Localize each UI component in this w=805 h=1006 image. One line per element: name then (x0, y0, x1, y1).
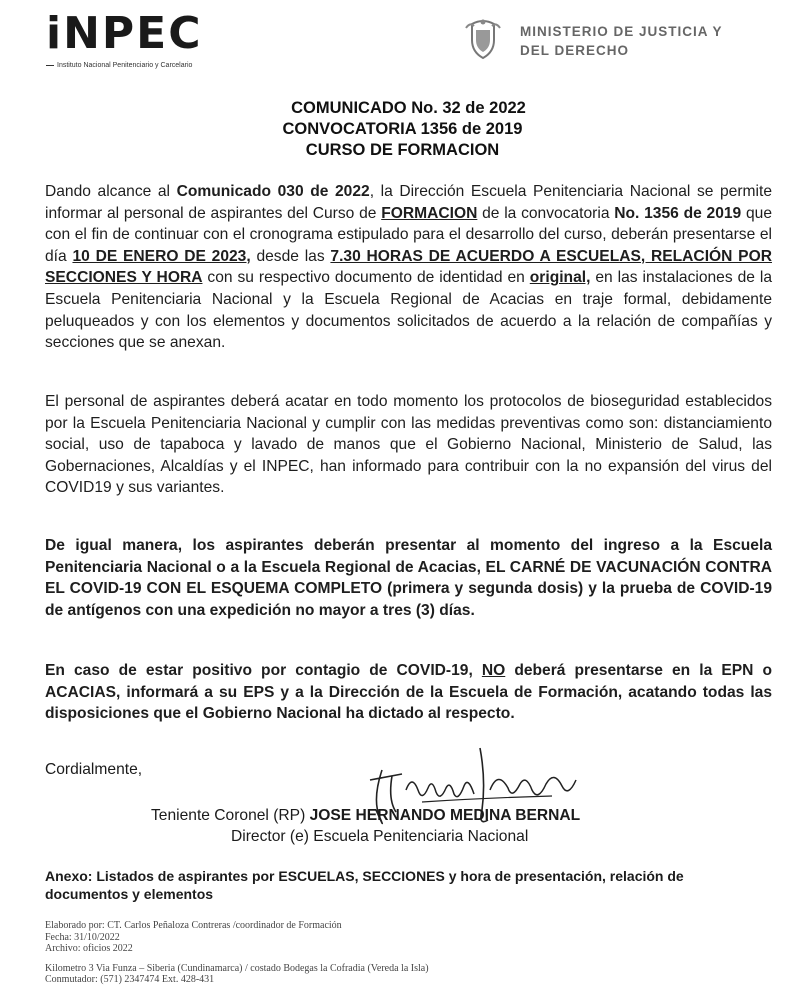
signer-line (151, 805, 580, 826)
p1-bold-convocatoria: No. 1356 de 2019 (614, 204, 742, 222)
ministry-line-2: DEL DERECHO (520, 43, 630, 58)
ministry-name (520, 22, 760, 60)
p1-bold-comunicado: Comunicado 030 de 2022 (176, 183, 370, 200)
footer (45, 920, 645, 986)
p1-text: , la Dirección Escuela Penitenciaria Nacional se permite informar al personal de aspirantes del Curso de (45, 183, 772, 222)
signer-name: JOSE HERNANDO MEDINA BERNAL (309, 807, 581, 824)
p4-no: NO (481, 662, 506, 679)
p1-text: que con el fin de continuar con el cronograma estipulado para el desarrollo del curso, deberán presentarse el día (45, 204, 772, 265)
ministry-line-1: MINISTERIO DE JUSTICIA Y (520, 24, 723, 39)
title-convocatoria: CONVOCATORIA 1356 de 2019 (282, 120, 523, 138)
footer-archivo: Archivo: oficios 2022 (45, 943, 133, 954)
p1-bold-date: 10 DE ENERO DE 2023, (72, 247, 251, 265)
p1-text: desde las (250, 247, 331, 265)
logo-wordmark: iNPEC (46, 8, 203, 59)
paragraph-1 (45, 181, 772, 354)
paragraph-2: El personal de aspirantes deberá acatar en todo momento los protocolos de bioseguridad establecidos por la Escuela Penitenciaria Nacional y cumplir con las medidas preventivas como son: distanciamiento social, uso de tapaboca y lavado de manos que el Gobierno Nacional, Ministerio de Salud, las Gobernaciones, Alcaldías y el INPEC, han informado para contribuir con la no expansión del virus del COVID19 y sus variantes. (45, 393, 772, 497)
p4-text: En caso de estar positivo por contagio de COVID-19, (45, 662, 482, 679)
signer-title: Director (e) Escuela Penitenciaria Nacional (231, 828, 529, 845)
p4-text: deberá presentarse en la EPN o ACACIAS, informará a su EPS y a la Dirección de la Escuela de Formación, acatando todas las disposiciones que el Gobierno Nacional ha dictado al respecto. (45, 662, 773, 723)
paragraph-3: De igual manera, los aspirantes deberán presentar al momento del ingreso a la Escuela Penitenciaria Nacional o a la Escuela Regional de Acacias, EL CARNÉ DE VACUNACIÓN CONTRA EL COVID-19 CON EL ESQUEMA COMPLETO (primera y segunda dosis) y la prueba de COVID-19 de antígenos con una expedición no mayor a tres (3) días. (45, 537, 772, 619)
p1-bold-schedule: 7.30 HORAS DE ACUERDO A ESCUELAS, RELACIÓN POR SECCIONES Y HORA (45, 247, 772, 287)
p1-bold-original: original, (529, 269, 591, 287)
closing-salutation: Cordialmente, (45, 761, 143, 778)
logo-subtitle: Instituto Nacional Penitenciario y Carcelario (46, 62, 246, 69)
p1-text: Dando alcance al (45, 183, 177, 200)
footer-address: Kilometro 3 Via Funza – Siberia (Cundinamarca) / costado Bodegas la Cofradia (Vereda la Isla) (45, 962, 429, 974)
footer-elaborado: Elaborado por: CT. Carlos Peñaloza Contreras /coordinador de Formación (45, 920, 342, 931)
signer-rank: Teniente Coronel (RP) (151, 807, 310, 824)
footer-fecha: Fecha: 31/10/2022 (45, 931, 120, 943)
coat-of-arms-icon (464, 18, 502, 60)
p1-text: de la convocatoria (477, 204, 615, 222)
p1-text: con su respectivo documento de identidad en (202, 269, 530, 287)
title-curso: CURSO DE FORMACION (305, 141, 500, 159)
title-comunicado: COMUNICADO No. 32 de 2022 (291, 99, 526, 117)
footer-conmutador: Conmutador: (571) 2347474 Ext. 428-431 (45, 974, 215, 985)
p1-bold-formacion: FORMACION (381, 204, 478, 222)
annex-note: Anexo: Listados de aspirantes por ESCUELAS, SECCIONES y hora de presentación, relación de documentos y elementos (45, 868, 684, 902)
document-titles (0, 98, 805, 161)
p1-text: en las instalaciones de la Escuela Penitenciaria Nacional y la Escuela Regional de Acacias en traje formal, debidamente peluqueados y con los elementos y documentos solicitados de acuerdo a la relación de compañías y secciones que se anexan. (45, 269, 773, 352)
inpec-logo (46, 8, 246, 69)
paragraph-4 (45, 660, 772, 725)
